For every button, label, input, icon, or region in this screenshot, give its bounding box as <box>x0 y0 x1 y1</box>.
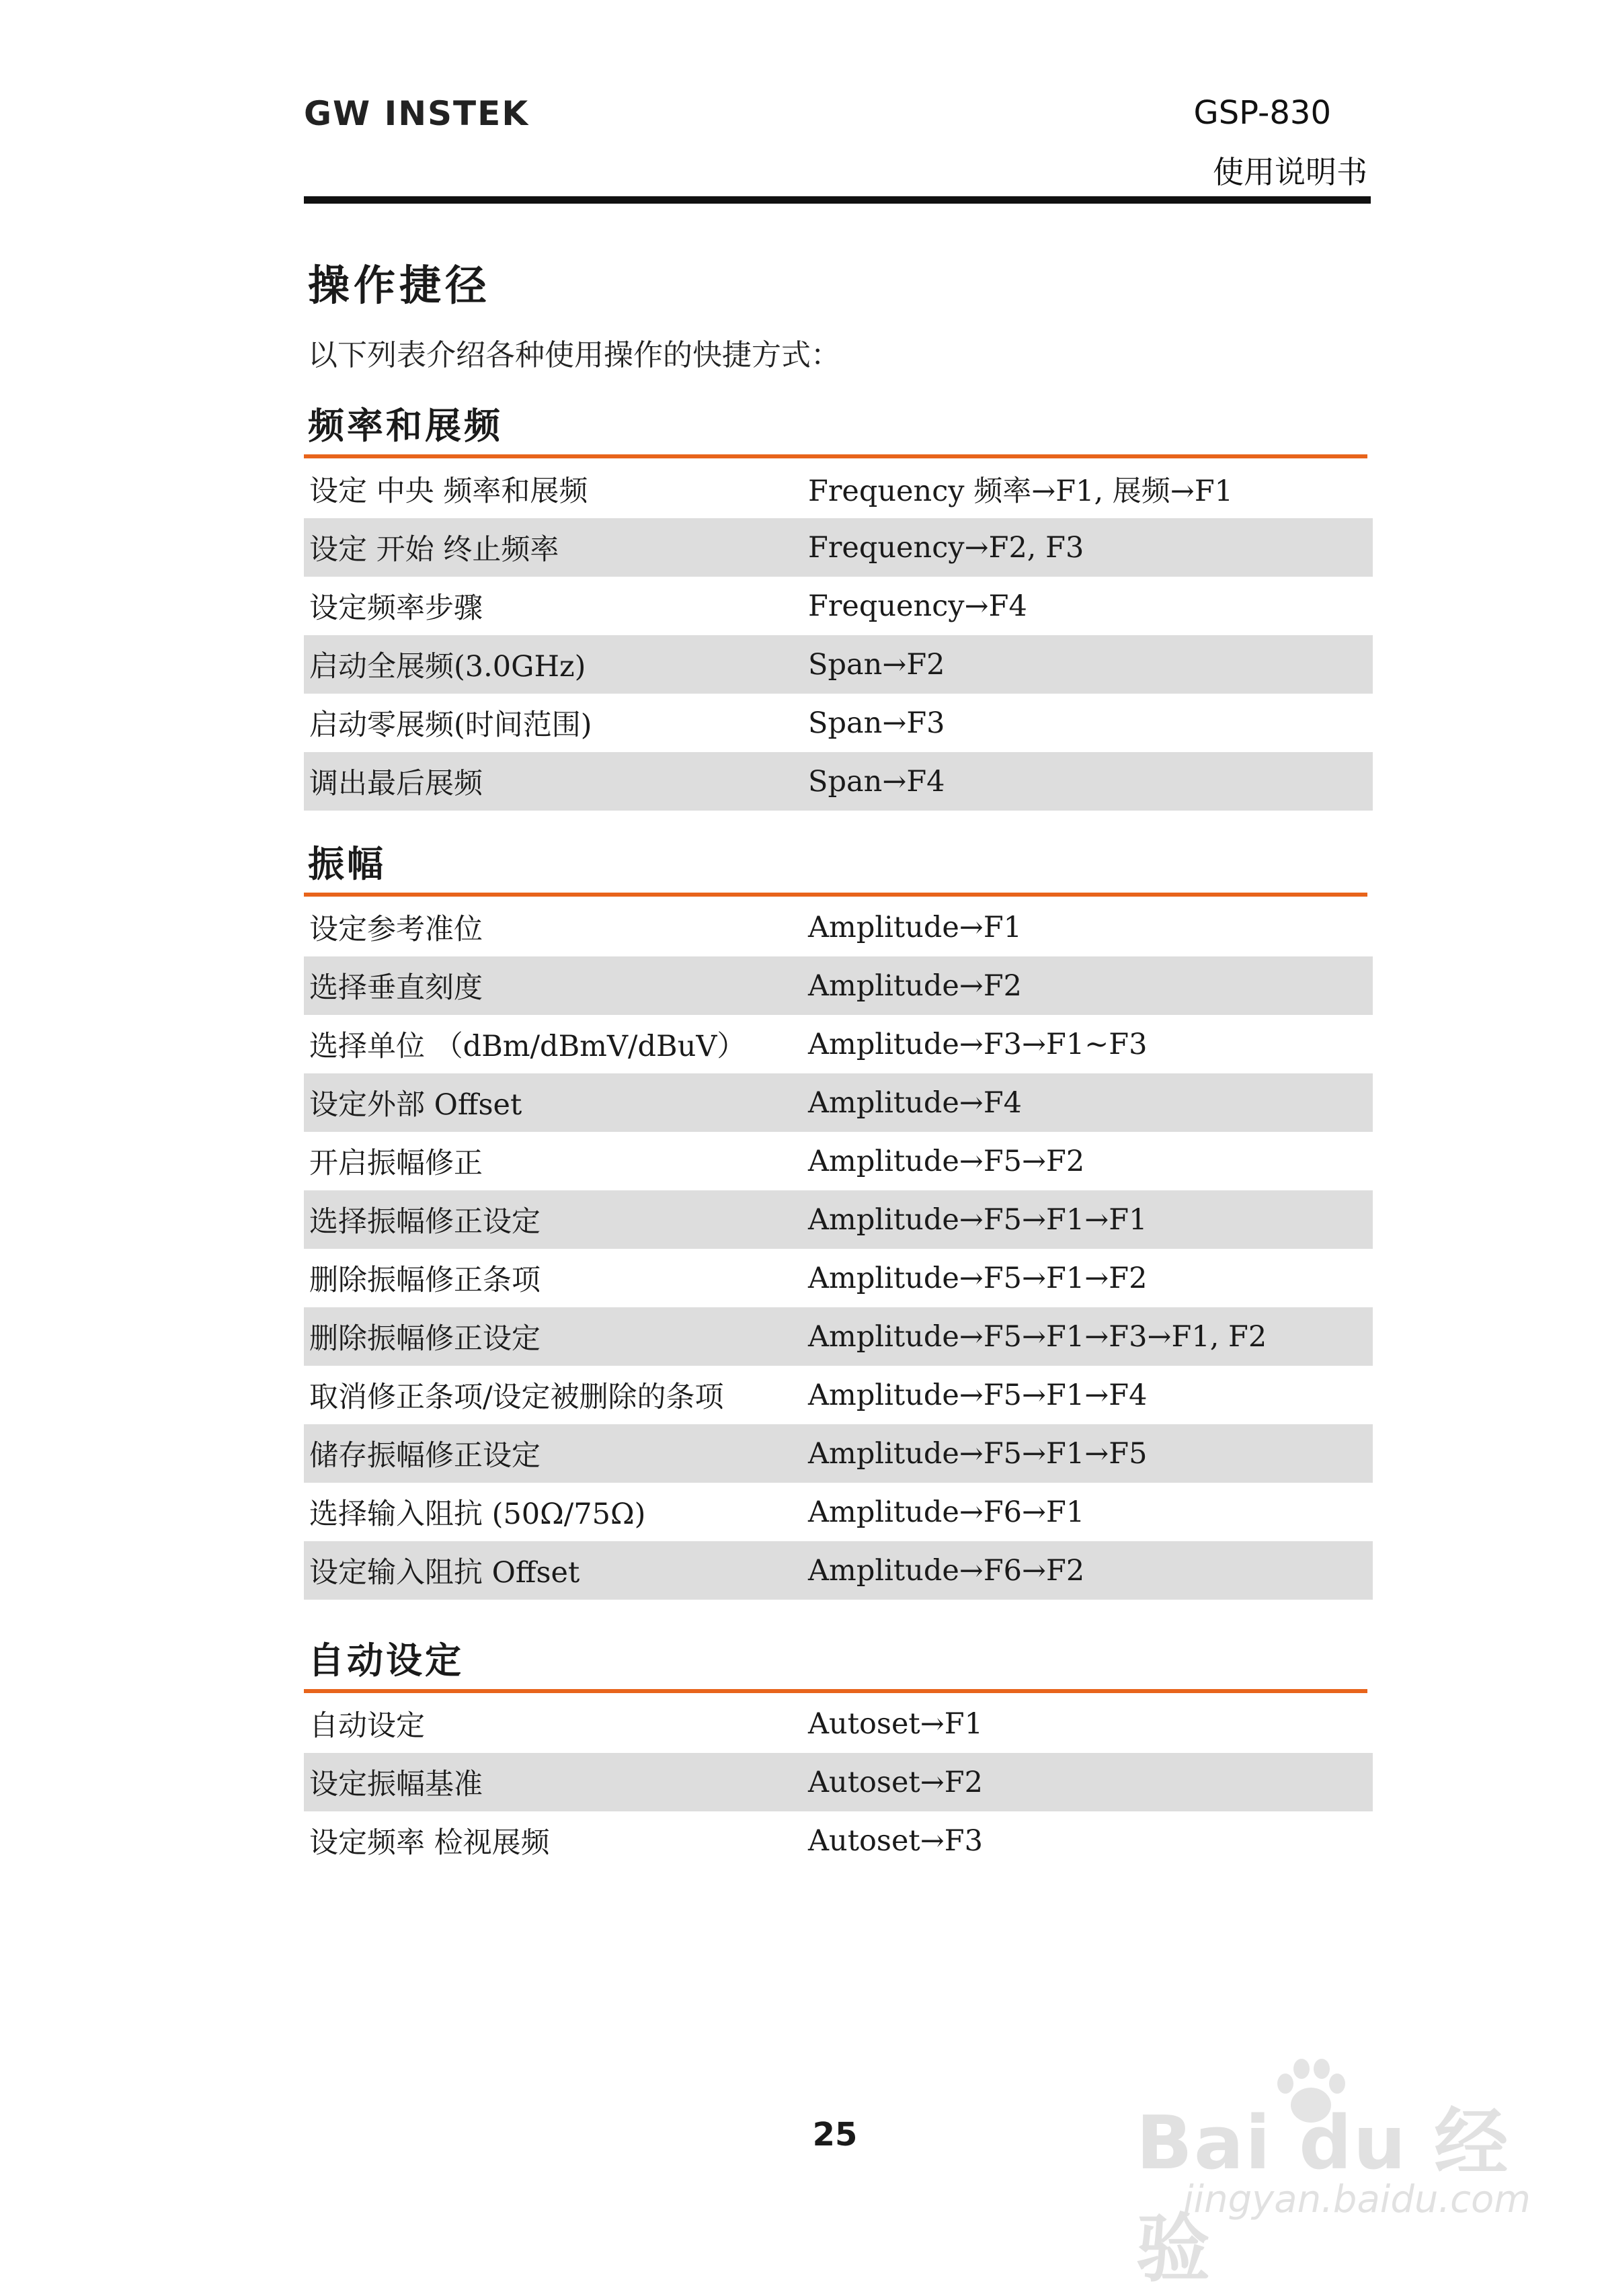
row-description: 启动全展频(3.0GHz) <box>309 650 586 684</box>
row-description: 设定频率 检视展频 <box>309 1826 550 1860</box>
row-shortcut: Span→F2 <box>808 647 945 682</box>
row-description: 启动零展频(时间范围) <box>309 708 592 742</box>
section-amplitude <box>304 840 1373 1600</box>
row-description: 设定 开始 终止频率 <box>309 533 559 567</box>
table-row <box>304 1190 1373 1249</box>
row-description: 设定输入阻抗 Offset <box>309 1556 580 1590</box>
row-description: 选择输入阻抗 (50Ω/75Ω) <box>309 1498 646 1531</box>
row-shortcut: Frequency→F2, F3 <box>808 530 1084 565</box>
table-row <box>304 1015 1373 1073</box>
row-shortcut: Frequency 频率→F1, 展频→F1 <box>808 475 1234 508</box>
section-divider <box>304 454 1367 458</box>
row-shortcut: Amplitude→F2 <box>808 969 1023 1003</box>
row-shortcut: Autoset→F1 <box>808 1707 983 1741</box>
row-description: 设定外部 Offset <box>309 1088 522 1122</box>
table-row <box>304 1424 1373 1483</box>
section-autoset <box>304 1637 1373 1870</box>
section-title: 振幅 <box>308 843 386 885</box>
table-row <box>304 956 1373 1015</box>
table-row <box>304 460 1373 518</box>
table-row <box>304 1753 1373 1811</box>
intro-text: 以下列表介绍各种使用操作的快捷方式： <box>308 338 840 372</box>
row-description: 设定频率步骤 <box>309 591 483 625</box>
row-shortcut: Amplitude→F5→F2 <box>808 1144 1085 1178</box>
page-number: 25 <box>812 2116 858 2154</box>
row-shortcut: Amplitude→F6→F2 <box>808 1553 1085 1588</box>
brand-logo: GW INSTEK <box>304 94 530 133</box>
row-shortcut: Frequency→F4 <box>808 589 1027 623</box>
table-row <box>304 1132 1373 1190</box>
row-shortcut: Span→F4 <box>808 764 945 798</box>
section-divider <box>304 1689 1367 1693</box>
row-description: 选择垂直刻度 <box>309 971 483 1005</box>
table-row <box>304 1541 1373 1600</box>
table-row <box>304 1249 1373 1307</box>
section-divider <box>304 893 1367 897</box>
section-frequency <box>304 402 1373 811</box>
row-description: 删除振幅修正设定 <box>309 1322 541 1356</box>
row-description: 设定振幅基准 <box>309 1768 483 1801</box>
table-row <box>304 635 1373 694</box>
row-shortcut: Autoset→F3 <box>808 1823 983 1858</box>
row-description: 调出最后展频 <box>309 767 483 801</box>
row-shortcut: Amplitude→F4 <box>808 1085 1023 1120</box>
row-shortcut: Amplitude→F5→F1→F4 <box>808 1378 1148 1412</box>
section-title: 自动设定 <box>308 1639 464 1682</box>
table-row <box>304 694 1373 752</box>
table-row <box>304 898 1373 956</box>
table-row <box>304 1811 1373 1870</box>
row-description: 自动设定 <box>309 1709 425 1743</box>
model-number: GSP-830 <box>1193 94 1331 132</box>
manual-label: 使用说明书 <box>1213 154 1367 190</box>
watermark-brand: Bai du 经验 <box>1136 2100 1510 2292</box>
row-description: 删除振幅修正条项 <box>309 1264 541 1297</box>
table-row <box>304 577 1373 635</box>
table-row <box>304 752 1373 811</box>
table-row <box>304 1483 1373 1541</box>
row-shortcut: Amplitude→F1 <box>808 910 1023 944</box>
table-row <box>304 1366 1373 1424</box>
watermark-url: jingyan.baidu.com <box>1183 2178 1531 2221</box>
header-divider <box>304 196 1371 204</box>
row-description: 选择振幅修正设定 <box>309 1205 541 1239</box>
row-description: 开启振幅修正 <box>309 1147 483 1180</box>
table-row <box>304 518 1373 577</box>
row-shortcut: Amplitude→F5→F1→F1 <box>808 1202 1148 1237</box>
row-shortcut: Amplitude→F6→F1 <box>808 1495 1085 1529</box>
page-title: 操作捷径 <box>308 261 491 310</box>
row-shortcut: Autoset→F2 <box>808 1765 983 1799</box>
row-shortcut: Span→F3 <box>808 706 945 740</box>
row-description: 设定参考准位 <box>309 913 483 946</box>
table-row <box>304 1694 1373 1753</box>
table-row <box>304 1307 1373 1366</box>
table-row <box>304 1073 1373 1132</box>
row-shortcut: Amplitude→F5→F1→F2 <box>808 1261 1148 1295</box>
row-description: 储存振幅修正设定 <box>309 1439 541 1473</box>
section-title: 频率和展频 <box>308 405 503 447</box>
row-shortcut: Amplitude→F5→F1→F5 <box>808 1436 1148 1471</box>
row-shortcut: Amplitude→F3→F1~F3 <box>808 1027 1148 1061</box>
row-description: 取消修正条项/设定被删除的条项 <box>309 1381 724 1414</box>
row-description: 选择单位 （dBm/dBmV/dBuV） <box>309 1030 746 1063</box>
watermark <box>1136 2063 1531 2292</box>
row-shortcut: Amplitude→F5→F1→F3→F1, F2 <box>808 1319 1267 1354</box>
row-description: 设定 中央 频率和展频 <box>309 475 588 508</box>
